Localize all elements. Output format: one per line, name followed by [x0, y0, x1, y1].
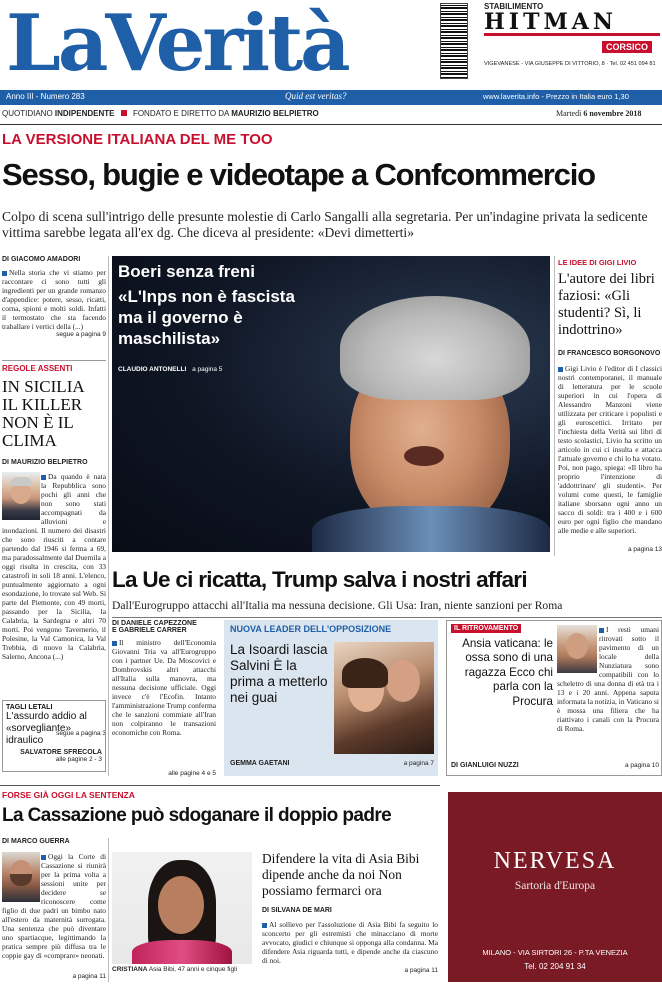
tagli-headline: L'assurdo addio al «sorvegliante» idraulico — [6, 711, 87, 746]
belpietro-text: Da quando è nata la Repubblica sono pochi gli anni che non sono stati accompagnati da alluvioni e inondazioni. Il numero dei disastri che sono riusciti a contare partendo dal 1946 si ferma a 69, ma paradossalmente dal Duemila a oggi risulta in crescita, con 33 catastrofi in soli 18 anni. L'elenco, puntualmente aggiornato a ogni esondazione, lo trovate sul Web. Si parte del Piemonte, con 49 morti, passando per la Sicilia, la Calabria, la Sardegna e altri 70 morti. Poi vengono Tavernerio, il Polesine, la Val Camonica, la Val Trebbia, di nuovo la Calabria, Salerno, Ancona (...) — [2, 472, 106, 661]
lead-deck: Colpo di scena sull'intrigo delle presunte molestie di Carlo Sangalli alla segretaria. Per un'indagine privata la sedicente vittima sarebbe legata all'ex dg. Che diceva al presidente: «Devi dimetterti» — [2, 209, 648, 240]
left-column — [2, 256, 106, 338]
barcode — [440, 3, 468, 79]
subhead-independent: INDIPENDENTE — [54, 109, 115, 118]
nervesa-sub: Sartoria d'Europa — [514, 880, 596, 892]
ritrovamento-headline: Ansia vaticana: le ossa sono di una ragazza Ecco chi parla con la Procura — [462, 637, 553, 708]
boeri-jump: a pagina 5 — [192, 366, 223, 373]
belpietro-byline: DI MAURIZIO BELPIETRO — [2, 459, 88, 466]
isoardi-kicker: NUOVA LEADER DELL'OPPOSIZIONE — [230, 624, 392, 634]
nervesa-brand: NERVESA — [493, 848, 617, 874]
asia-text: Al sollievo per l'assoluzione di Asia Bibi fa seguito lo sconcerto per gli estremisti che minacciano di morte avvocato, giudici e chiunque si opponga alla condanna. Ma difendere Asia riguarda tutti, e dipende anche da ciascuno di noi. — [262, 920, 438, 965]
isoardi-box[interactable] — [224, 620, 438, 776]
subhead-prefix: QUOTIDIANO — [2, 109, 53, 118]
nervesa-address: MILANO - VIA SIRTORI 26 - P.TA VENEZIA — [482, 948, 628, 957]
subhead-founder-prefix: FONDATO E DIRETTO DA — [132, 109, 229, 118]
capezzone-jump[interactable]: alle pagine 4 e 5 — [168, 770, 216, 777]
tagli-box[interactable] — [2, 700, 106, 772]
ritrovamento-box[interactable] — [446, 620, 662, 776]
cassazione-byline: DI MARCO GUERRA — [2, 838, 70, 845]
tagli-jump: alle pagine 2 - 3 — [55, 756, 102, 763]
nervesa-ad[interactable] — [448, 792, 662, 982]
subhead-founder: MAURIZIO BELPIETRO — [231, 109, 319, 118]
ritrovamento-jump: a pagina 10 — [625, 762, 659, 769]
regole-headline[interactable]: IN SICILIA IL KILLER NON È IL CLIMA — [2, 377, 84, 450]
lead-headline[interactable]: Sesso, bugie e videotape a Confcommercio — [2, 157, 595, 192]
masthead-logo: LaVerità — [6, 0, 348, 89]
second-deck: Dall'Eurogruppo attacchi all'Italia ma nessuna decisione. Gli Usa: Iran, niente sanzioni per Roma — [112, 599, 563, 612]
amadori-byline: DI GIACOMO AMADORI — [2, 256, 81, 263]
amadori-jump[interactable]: segue a pagina 9 — [56, 331, 106, 338]
ritrovamento-kicker: IL RITROVAMENTO — [451, 624, 521, 633]
site-price: www.laverita.info - Prezzo in Italia euro 1,30 — [483, 92, 629, 101]
issue-number: Anno III - Numero 283 — [6, 92, 85, 101]
ritrovamento-byline: DI GIANLUIGI NUZZI — [451, 762, 519, 769]
subhead-line — [2, 109, 662, 121]
asia-caption-name: CRISTIANA — [112, 966, 148, 973]
motto: Quid est veritas? — [285, 91, 347, 101]
livio-jump[interactable]: a pagina 13 — [628, 546, 662, 553]
isoardi-jump: a pagina 7 — [403, 760, 434, 767]
asia-headline[interactable]: Difendere la vita di Asia Bibi dipende anche da noi Non possiamo fermarci ora — [262, 851, 420, 898]
amadori-text: Nella storia che vi stiamo per raccontare ci sono tutti gli ingredienti per un grande romanzo d'appendice: potere, sesso, ricatti, corna, spioni e molti soldi. Infatti il termostato che sta facendo traballare i vertici della (...) — [2, 268, 106, 331]
hitman-ad[interactable] — [484, 2, 660, 80]
boeri-photo[interactable] — [112, 256, 550, 552]
cassazione-jump[interactable]: a pagina 11 — [72, 973, 106, 980]
hitman-ad-brand: HITMAN — [484, 11, 660, 36]
hitman-ad-address: VIGEVANESE - VIA GIUSEPPE DI VITTORIO, 8 · Tel. 02 451 094 81 — [484, 61, 656, 67]
hitman-ad-line1: STABILIMENTO — [484, 2, 544, 11]
capezzone-text: Il ministro dell'Economia Giovanni Tria va all'Eurogruppo con i partner Ue. Da Moscovici e Dombrovskis altri attacchi all'Italia sulla manovra, ma nessuna decisione ufficiale. Oggi invece c'è l'Ecofin. Intanto l'amministrazione Trump conferma che le sanzioni commiate all'Iran non colpiranno le transazioni economiche con Roma. — [112, 638, 216, 737]
asia-bibi-photo[interactable] — [112, 852, 252, 964]
asia-jump[interactable]: a pagina 11 — [404, 967, 438, 974]
lead-kicker: LA VERSIONE ITALIANA DEL ME TOO — [2, 131, 273, 148]
boeri-byline: CLAUDIO ANTONELLI — [118, 366, 187, 373]
hitman-ad-city: CORSICO — [602, 41, 652, 53]
livio-kicker: LE IDEE DI GIGI LIVIO — [558, 258, 637, 267]
cassazione-text: Oggi la Corte di Cassazione si riunirà per la prima volta a sessioni unite per decidere se riconoscere come figlio di due padri un bimbo nato all'estero da maternità surrogata. Una sentenza che può diventare uno spartiacque, legittimando la pratica sempre più diffusa tra le coppie gay di «comprare» neonati. — [2, 852, 106, 960]
boeri-headline-2: «L'Inps non è fascista ma il governo è maschilista» — [118, 287, 295, 348]
ritrovamento-text: I resti umani ritrovati sotto il pavimento di un locale della Nunziatura sono compatibili con lo scheletro di una donna di età tra i 13 e i 20 anni. Appena saputa informata la notizia, in Vaticano si è mossa una filiera che ha riattivato i canali con la Procura di Roma. — [557, 625, 659, 733]
isoardi-headline: La Isoardi lascia Salvini È la prima a metterlo nei guai — [230, 642, 328, 705]
belpietro-jump[interactable]: segue a pagina 3 — [56, 730, 106, 737]
info-bar — [0, 90, 662, 105]
cassazione-headline[interactable]: La Cassazione può sdoganare il doppio padre — [2, 805, 392, 826]
capezzone-column — [112, 620, 216, 737]
livio-byline: DI FRANCESCO BORGONOVO — [558, 350, 661, 357]
capezzone-byline-2: E GABRIELE CARRER — [112, 627, 187, 634]
asia-caption-text: Asia Bibi, 47 anni e cinque figli — [148, 966, 238, 973]
cassazione-kicker: FORSE GIÀ OGGI LA SENTENZA — [2, 790, 135, 800]
capezzone-byline-1: DI DANIELE CAPEZZONE — [112, 620, 197, 627]
boeri-headline-1: Boeri senza freni — [118, 262, 255, 281]
isoardi-salvini-photo — [334, 642, 434, 754]
livio-text: Gigi Livio è l'editor di I classici nostri contemporanei, il manuale di letteratura per le scuole superiori in cui l'opera di Alessandro Manzoni viene utilizzata per criticare i populisti e gli euroscettici. Irritato per l'inchiesta della Verità sui libri di testo scolastici, Livio ha scritto un articolo in cui ci insulta e attacca l'attuale governo e chi lo ha votato. Poi, non pago, spiega: «Il libro ha proprio l'intenzione di 'addottrinare' gli studenti». Per volumi come questi, le famiglie italiane sborsano ogni anno un sacco di soldi: tra i 400 e i 600 euro per ogni figlio che mandano alle medie e alle superiori. — [558, 364, 662, 535]
asia-byline: DI SILVANA DE MARI — [262, 907, 332, 914]
date: 6 novembre 2018 — [583, 109, 642, 118]
date-weekday: Martedì — [556, 109, 582, 118]
regole-kicker: REGOLE ASSENTI — [2, 364, 73, 373]
second-headline[interactable]: La Ue ci ricatta, Trump salva i nostri affari — [112, 567, 527, 592]
asia-caption — [112, 966, 262, 973]
livio-headline[interactable]: L'autore dei libri faziosi: «Gli studenti? Sì, li indottrino» — [558, 271, 655, 338]
nervesa-phone: Tel. 02 204 91 34 — [524, 962, 586, 971]
isoardi-byline: GEMMA GAETANI — [230, 760, 290, 767]
tagli-byline: SALVATORE SFRECOLA — [20, 749, 102, 756]
tagli-kicker: TAGLI LETALI — [6, 704, 53, 711]
